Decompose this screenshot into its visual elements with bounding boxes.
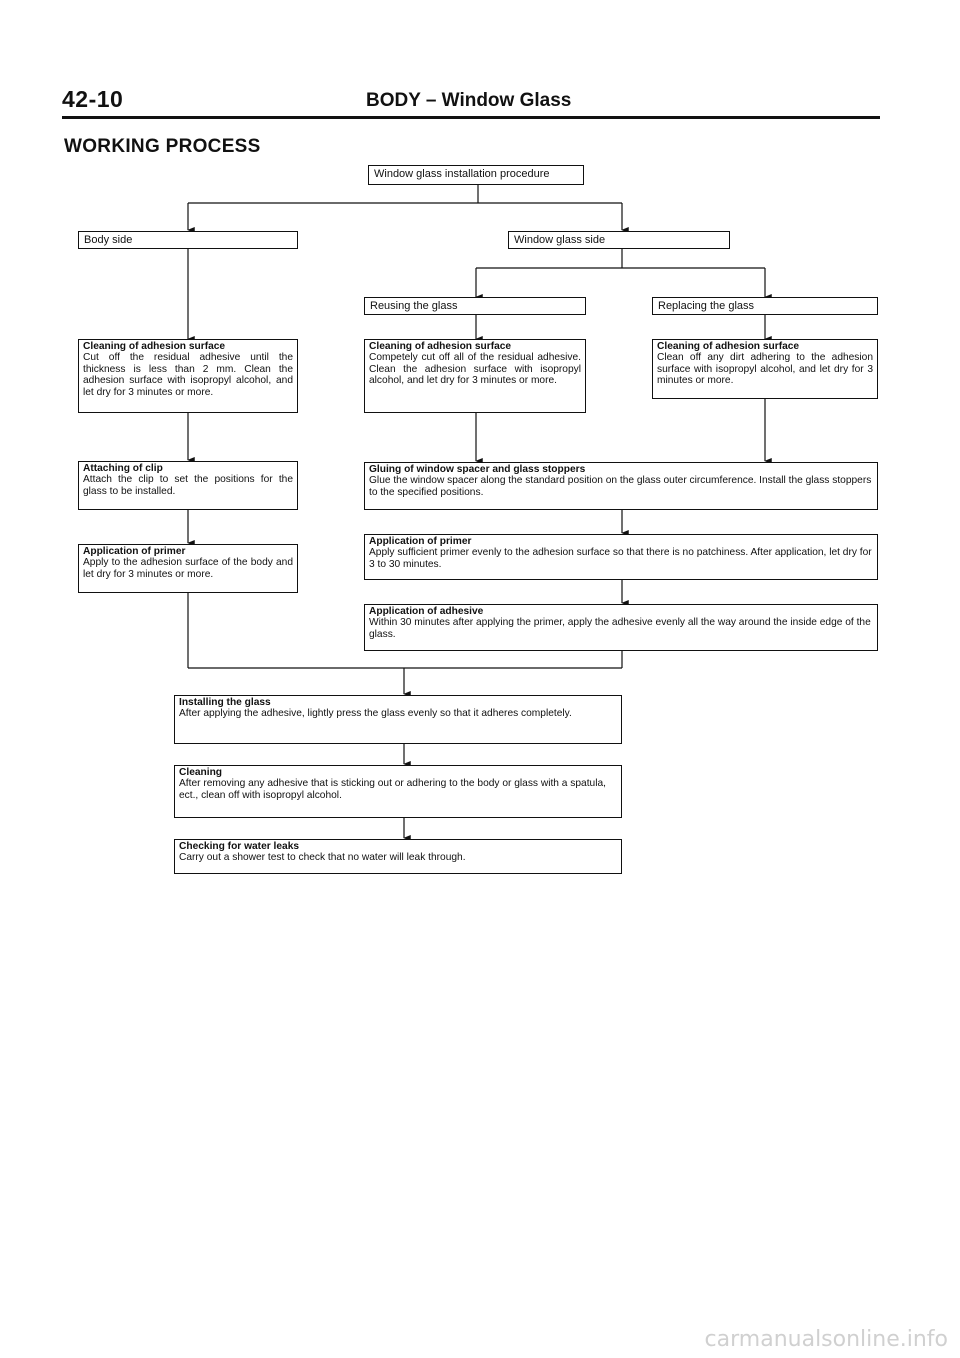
adhesive-title: Application of adhesive — [369, 606, 484, 617]
leaks-title: Checking for water leaks — [179, 841, 300, 852]
procedure-label: Window glass installation procedure — [374, 168, 550, 180]
clip-box — [78, 461, 298, 510]
gluing-title: Gluing of window spacer and glass stoppers — [369, 464, 586, 475]
reusing-label: Reusing the glass — [370, 300, 458, 312]
adhesive-text: Within 30 minutes after applying the primer, apply the adhesive evenly all the way around the inside edge of the glass. — [369, 617, 871, 640]
replacing-box — [652, 297, 878, 315]
section-title: WORKING PROCESS — [64, 136, 261, 157]
reuse-clean-title: Cleaning of adhesion surface — [369, 341, 512, 352]
glass-side-box — [508, 231, 730, 249]
body-primer-box — [78, 544, 298, 593]
body-clean-title: Cleaning of adhesion surface — [83, 341, 226, 352]
gluing-box — [364, 462, 878, 510]
cleaning-box — [174, 765, 622, 818]
page-title: BODY – Window Glass — [366, 90, 572, 111]
replace-clean-text: Clean off any dirt adhering to the adhesion surface with isopropyl alcohol, and let dry for 3 minutes or more. — [657, 352, 873, 387]
clip-text: Attach the clip to set the positions for the glass to be installed. — [83, 474, 293, 497]
cleaning-text: After removing any adhesive that is sticking out or adhering to the body or glass with a spatula, ect., clean off with isopropyl alcohol. — [179, 778, 606, 801]
body-clean-box — [78, 339, 298, 413]
body-side-box — [78, 231, 298, 249]
watermark: carmanualsonline.info — [704, 1327, 948, 1352]
installing-text: After applying the adhesive, lightly press the glass evenly so that it adheres completely. — [179, 708, 572, 720]
glass-side-label: Window glass side — [514, 234, 606, 246]
reuse-clean-box — [364, 339, 586, 413]
body-primer-title: Application of primer — [83, 546, 186, 557]
cleaning-title: Cleaning — [179, 767, 223, 778]
glass-primer-box — [364, 534, 878, 580]
body-clean-text: Cut off the residual adhesive until the thickness is less than 2 mm. Clean the adhesion surface with isopropyl alcohol, and let dry for 3 minutes or more. — [83, 352, 293, 398]
replacing-label: Replacing the glass — [658, 300, 755, 312]
installing-box — [174, 695, 622, 744]
replace-clean-title: Cleaning of adhesion surface — [657, 341, 800, 352]
procedure-box — [368, 165, 584, 185]
installing-title: Installing the glass — [179, 697, 271, 708]
body-side-label: Body side — [84, 234, 133, 246]
glass-primer-text: Apply sufficient primer evenly to the adhesion surface so that there is no patchiness. After application, let dry for 3 to 30 minutes. — [369, 547, 872, 570]
reuse-clean-text: Competely cut off all of the residual adhesive. Clean the adhesion surface with isopropyl alcohol, and let dry for 3 minutes or more. — [369, 352, 581, 387]
reusing-box — [364, 297, 586, 315]
clip-title: Attaching of clip — [83, 463, 163, 474]
gluing-text: Glue the window spacer along the standard position on the glass outer circumference. Install the glass stoppers to the specified positions. — [369, 475, 872, 498]
glass-primer-title: Application of primer — [369, 536, 472, 547]
leaks-box — [174, 839, 622, 874]
page-number: 42-10 — [62, 86, 124, 112]
adhesive-box — [364, 604, 878, 651]
leaks-text: Carry out a shower test to check that no water will leak through. — [179, 852, 466, 864]
replace-clean-box — [652, 339, 878, 399]
body-primer-text: Apply to the adhesion surface of the body and let dry for 3 minutes or more. — [83, 557, 293, 580]
